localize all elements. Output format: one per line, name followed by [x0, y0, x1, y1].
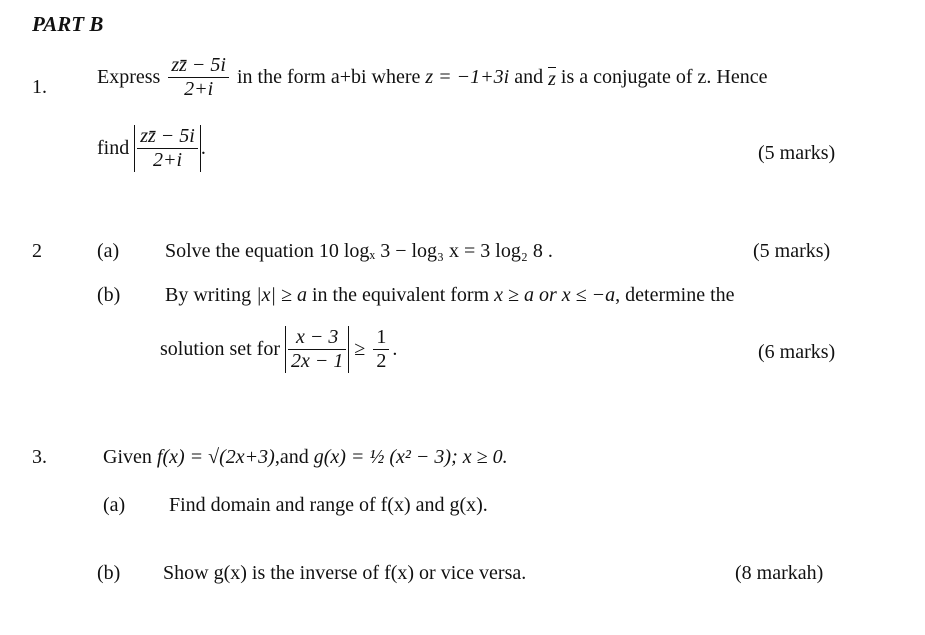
q2-b-denominator: 2x − 1 — [291, 350, 344, 372]
question-1-line-2: find $\frac{zz̄ - 5i}{2+i}$ . — [97, 125, 206, 171]
question-1-marks: (5 marks) — [758, 142, 836, 164]
q3-marks: (8 markah) — [735, 562, 824, 584]
q1-abs-denominator: 2+i — [153, 149, 183, 171]
q2-part-a-label: (a) — [97, 240, 120, 262]
q1-middle-text: in the form a+bi where — [236, 66, 421, 88]
q2-part-b-text-line-2: solution set for $\frac{x - 3}{2x - 1}$ ≥ $\frac{1}{2}$ . — [160, 326, 398, 372]
q1-abs-numerator: zz̄ − 5i — [137, 125, 198, 149]
q2-a-prefix: Solve the equation — [165, 240, 314, 262]
section-title: PART B — [32, 12, 104, 36]
q2-b-rhs-numerator: 1 — [373, 326, 389, 350]
q3-part-a-text: Find domain and range of f(x) and g(x). — [169, 494, 488, 516]
q1-abs-fraction — [137, 125, 198, 172]
q3-given: Given — [103, 446, 152, 468]
q2-b-absolute-value — [285, 326, 349, 373]
q1-and: and — [514, 66, 544, 88]
question-1-number: 1. — [32, 76, 47, 98]
q2-b-form: x ≥ a or x ≤ −a — [494, 284, 616, 306]
q1-prefix: Express — [97, 66, 161, 88]
q2-b-fraction — [288, 326, 346, 373]
q2-part-b-text-line-1 — [165, 284, 735, 307]
q1-suffix: is a conjugate of z. Hence — [560, 66, 768, 88]
q2-b-rhs-denominator: 2 — [376, 350, 387, 372]
q2-b-numerator: x − 3 — [288, 326, 346, 350]
q3-part-b-label: (b) — [97, 562, 121, 584]
q1-fraction-denominator: 2+i — [184, 78, 214, 100]
q2-part-b-label: (b) — [97, 284, 121, 306]
q2-b-text-1: By writing — [165, 284, 252, 306]
q2-a-equation: 10 logₓ 3 − log₃ x = 3 log₂ 8 . — [318, 240, 553, 262]
q1-absolute-value — [134, 125, 201, 172]
q1-z-conjugate: z — [548, 67, 556, 90]
q1-find-label: find — [97, 137, 130, 159]
q2-b-abs: |x| ≥ a — [256, 284, 307, 306]
q3-given-line — [103, 446, 508, 469]
q2-b-text-2: in the equivalent form — [311, 284, 490, 306]
question-2-number: 2 — [32, 240, 42, 262]
q3-g-definition: g(x) = ½ (x² − 3); x ≥ 0. — [313, 446, 508, 468]
question-3-number: 3. — [32, 446, 47, 468]
q2-part-a-marks: (5 marks) — [753, 240, 831, 262]
q3-f-definition: f(x) = √(2x+3) — [156, 446, 275, 468]
q2-b-inequality: ≥ — [354, 338, 366, 360]
q2-part-a-text — [165, 240, 553, 263]
q1-fraction — [168, 54, 229, 101]
q2-b-rhs-fraction — [373, 326, 389, 373]
q1-z-definition: z = −1+3i — [425, 66, 510, 88]
question-1-line-1 — [97, 54, 767, 101]
q3-and: ,and — [274, 446, 309, 468]
q1-fraction-numerator: zz̄ − 5i — [168, 54, 229, 78]
q2-b-text-4: solution set for — [160, 338, 280, 360]
q2-part-b-marks: (6 marks) — [758, 341, 836, 363]
q3-part-b-text: Show g(x) is the inverse of f(x) or vice versa. — [163, 562, 527, 584]
q2-b-text-3: , determine the — [615, 284, 735, 306]
q3-part-a-label: (a) — [103, 494, 126, 516]
